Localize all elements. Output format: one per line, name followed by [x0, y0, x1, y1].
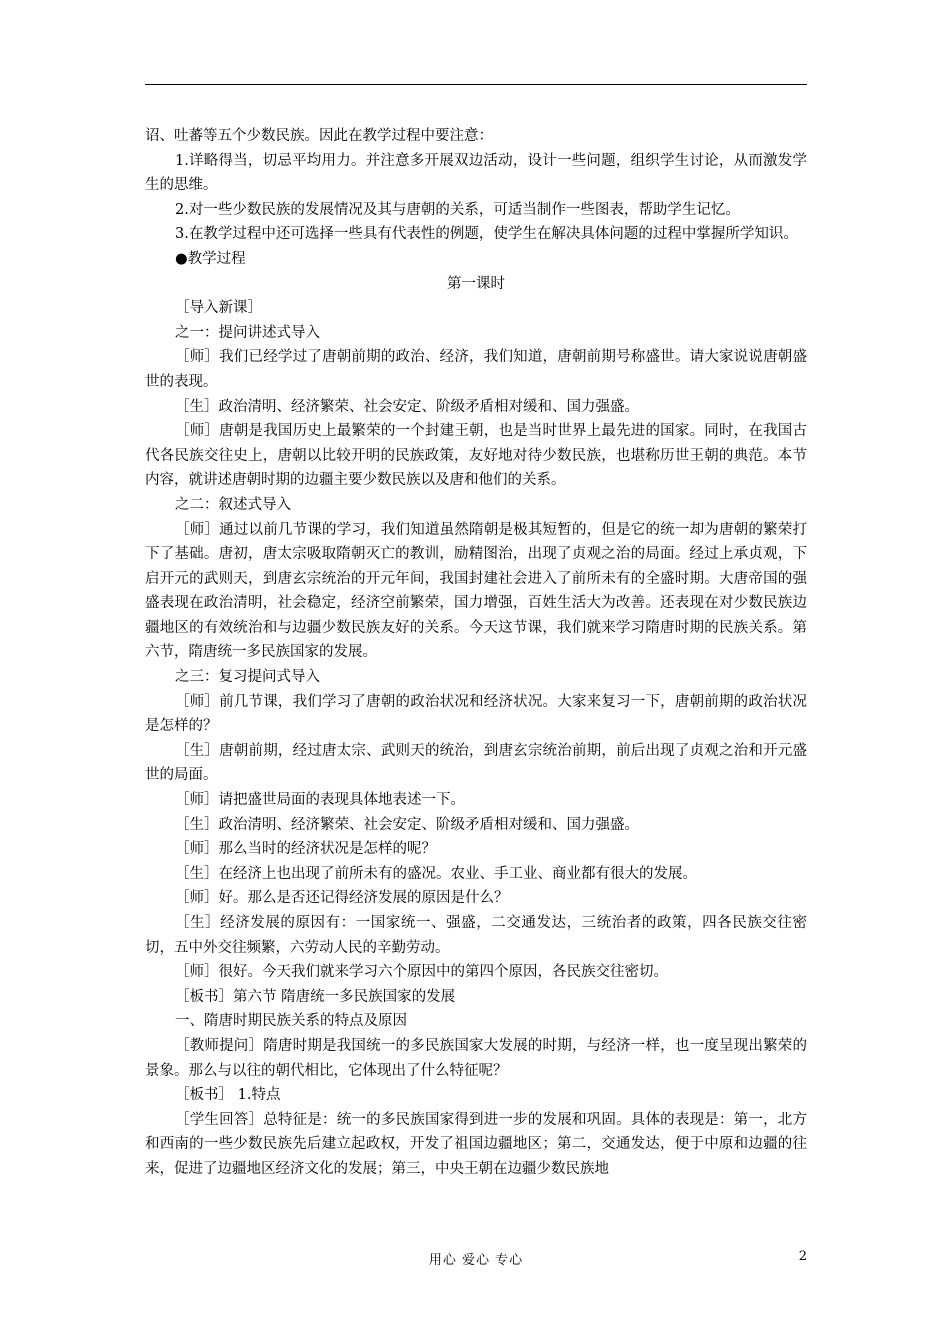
paragraph: ［板书］ 1.特点: [175, 1087, 281, 1104]
paragraph: 诏、吐蕃等五个少数民族。因此在教学过程中要注意：: [145, 128, 493, 144]
paragraph: ［师］我们已经学过了唐朝前期的政治、经济，我们知道，唐朝前期号称盛世。请大家说说唐朝盛世的表现。: [145, 349, 807, 390]
paragraph: ［教师提问］隋唐时期是我国统一的多民族国家大发展的时期，与经济一样，也一度呈现出繁荣的景象。那么与以往的朝代相比，它体现出了什么特征呢？: [145, 1037, 807, 1079]
paragraph: ［生］经济发展的原因有：一国家统一、强盛，二交通发达，三统治者的政策，四各民族交往密切，五中外交往频繁，六劳动人民的辛勤劳动。: [145, 915, 807, 956]
paragraph: ●教学过程: [175, 250, 246, 267]
header-rule: [145, 84, 807, 85]
paragraph: ［师］唐朝是我国历史上最繁荣的一个封建王朝，也是当时世界上最先进的国家。同时，在我国古代各民族交往史上，唐朝以比较开明的民族政策，友好地对待少数民族，也堪称历世王朝的典范。本节内容，就讲述唐朝时期的边疆主要少数民族以及唐和他们的关系。: [145, 423, 807, 489]
paragraph: ［师］前几节课，我们学习了唐朝的政治状况和经济状况。大家来复习一下，唐朝前期的政治状况是怎样的？: [145, 693, 807, 735]
paragraph: 之三：复习提问式导入: [175, 669, 320, 686]
paragraph: ［师］通过以前几节课的学习，我们知道虽然隋朝是极其短暂的，但是它的统一却为唐朝的繁荣打下了基础。唐初，唐太宗吸取隋朝灭亡的教训，励精图治，出现了贞观之治的局面。经过上承贞观，下启开元的武则天，到唐玄宗统治的开元年间，我国封建社会进入了前所未有的全盛时期。大唐帝国的强盛表现在政治清明，社会稳定，经济空前繁荣，国力增强，百姓生活大为改善。还表现在对少数民族边疆地区的有效统治和与边疆少数民族友好的关系。今天这节课，我们就来学习隋唐时期的民族关系。第六节，隋唐统一多民族国家的发展。: [145, 521, 807, 661]
paragraph: ［生］政治清明、经济繁荣、社会安定、阶级矛盾相对缓和、国力强盛。: [175, 816, 639, 833]
paragraph: 之二：叙述式导入: [175, 496, 291, 513]
paragraph: ［师］很好。今天我们就来学习六个原因中的第四个原因，各民族交往密切。: [175, 964, 668, 981]
paragraph: ［师］好。那么是否还记得经济发展的原因是什么？: [175, 890, 509, 907]
paragraph: 1.详略得当，切忌平均用力。并注意多开展双边活动，设计一些问题，组织学生讨论，从而激发学生的思维。: [145, 152, 807, 194]
footer-motto: 用心 爱心 专心: [428, 1253, 524, 1268]
paragraph: 一、隋唐时期民族关系的特点及原因: [175, 1013, 407, 1030]
document-body: [145, 124, 807, 1182]
page-number: 2: [798, 1249, 807, 1264]
paragraph: ［学生回答］总特征是：统一的多民族国家得到进一步的发展和巩固。具体的表现是：第一，北方和西南的一些少数民族先后建立起政权，开发了祖国边疆地区；第二，交通发达，便于中原和边疆的往来，促进了边疆地区经济文化的发展；第三，中央王朝在边疆少数民族地: [145, 1111, 807, 1177]
paragraph: ［板书］第六节 隋唐统一多民族国家的发展: [175, 988, 456, 1005]
section-heading: 第一课时: [447, 275, 505, 292]
paragraph: 之一：提问讲述式导入: [175, 324, 320, 341]
paragraph: 2.对一些少数民族的发展情况及其与唐朝的关系，可适当制作一些图表，帮助学生记忆。: [175, 201, 740, 218]
page-footer: [145, 1249, 807, 1269]
paragraph: ［生］在经济上也出现了前所未有的盛况。农业、手工业、商业都有很大的发展。: [175, 865, 697, 882]
paragraph: ［生］政治清明、经济繁荣、社会安定、阶级矛盾相对缓和、国力强盛。: [175, 398, 639, 415]
paragraph: 3.在教学过程中还可选择一些具有代表性的例题，使学生在解决具体问题的过程中掌握所学知识。: [175, 226, 798, 243]
paragraph: ［师］那么当时的经济状况是怎样的呢？: [175, 841, 436, 858]
paragraph: ［师］请把盛世局面的表现具体地表述一下。: [175, 792, 465, 809]
paragraph: ［导入新课］: [175, 300, 262, 317]
paragraph: ［生］唐朝前期，经过唐太宗、武则天的统治，到唐玄宗统治前期，前后出现了贞观之治和开元盛世的局面。: [145, 742, 807, 784]
